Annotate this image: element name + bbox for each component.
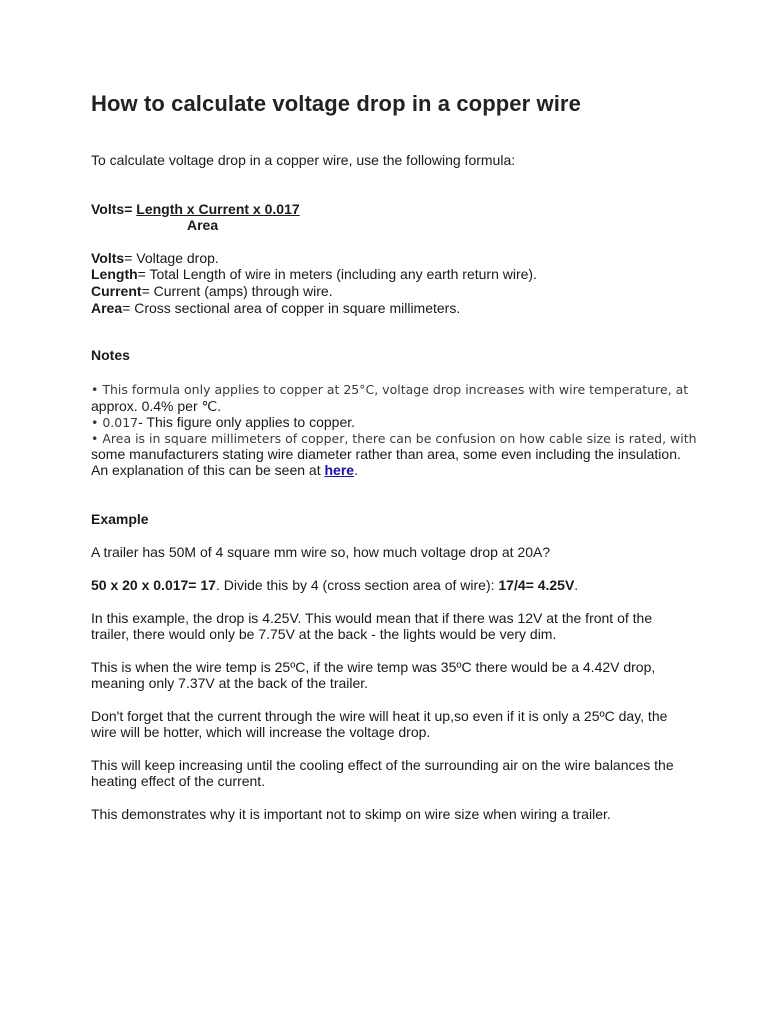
definition-text: = Cross sectional area of copper in square millimeters. xyxy=(122,300,461,316)
formula-numerator: Length x Current x 0.017 xyxy=(136,201,300,217)
example-question: A trailer has 50M of 4 square mm wire so, how much voltage drop at 20A? xyxy=(91,544,551,560)
explanation-link[interactable]: here xyxy=(324,462,355,478)
note-3-text: An explanation of this can be seen at xyxy=(91,462,325,478)
paragraph-4-line-1: This will keep increasing until the cooling effect of the surrounding air on the wire balances the xyxy=(91,757,674,773)
definition-volts xyxy=(91,250,219,267)
definition-text: = Voltage drop. xyxy=(124,250,219,266)
definition-length xyxy=(91,266,537,283)
definition-text: = Current (amps) through wire. xyxy=(141,283,333,299)
note-3-line-1: • Area is in square millimeters of copper, there can be confusion on how cable size is rated, with xyxy=(91,431,697,446)
paragraph-1-line-2: trailer, there would only be 7.75V at the back - the lights would be very dim. xyxy=(91,626,557,642)
note-2-text: - This figure only applies to copper. xyxy=(138,414,356,430)
note-2 xyxy=(91,414,355,431)
note-3-line-3 xyxy=(91,462,358,479)
note-3-line-2: some manufacturers stating wire diameter rather than area, some even including the insulation. xyxy=(91,446,681,462)
formula-line xyxy=(91,201,300,218)
definition-term: Current xyxy=(91,283,142,299)
paragraph-3-line-2: wire will be hotter, which will increase the voltage drop. xyxy=(91,724,431,740)
paragraph-3-line-1: Don't forget that the current through the wire will heat it up,so even if it is only a 25ºC day, the xyxy=(91,708,668,724)
calc-step-1: 50 x 20 x 0.017= 17 xyxy=(91,577,216,593)
note-1-line-1: • This formula only applies to copper at 25°C, voltage drop increases with wire temperature, at xyxy=(91,382,689,397)
example-heading: Example xyxy=(91,511,149,527)
notes-heading: Notes xyxy=(91,347,130,363)
calc-end: . xyxy=(574,577,579,593)
note-1-line-2: approx. 0.4% per ℃. xyxy=(91,398,222,414)
formula-denominator: Area xyxy=(187,217,219,233)
definition-term: Area xyxy=(91,300,123,316)
formula-lhs: Volts= xyxy=(91,201,133,217)
calc-text: . Divide this by 4 (cross section area of wire): xyxy=(215,577,499,593)
paragraph-4-line-2: heating effect of the current. xyxy=(91,773,266,789)
definition-term: Length xyxy=(91,266,138,282)
calc-result: 17/4= 4.25V xyxy=(498,577,575,593)
paragraph-1-line-1: In this example, the drop is 4.25V. This would mean that if there was 12V at the front of the xyxy=(91,610,653,626)
page-title: How to calculate voltage drop in a copper wire xyxy=(91,91,581,116)
note-3-end: . xyxy=(354,462,358,478)
definition-current xyxy=(91,283,333,300)
intro-text: To calculate voltage drop in a copper wire, use the following formula: xyxy=(91,152,516,168)
paragraph-5: This demonstrates why it is important not to skimp on wire size when wiring a trailer. xyxy=(91,806,611,822)
paragraph-2-line-1: This is when the wire temp is 25ºC, if the wire temp was 35ºC there would be a 4.42V drop, xyxy=(91,659,656,675)
note-2-prefix: • 0.017 xyxy=(91,415,139,430)
definition-term: Volts xyxy=(91,250,125,266)
definition-area xyxy=(91,300,460,317)
example-calculation xyxy=(91,577,578,594)
paragraph-2-line-2: meaning only 7.37V at the back of the trailer. xyxy=(91,675,369,691)
definition-text: = Total Length of wire in meters (including any earth return wire). xyxy=(137,266,537,282)
